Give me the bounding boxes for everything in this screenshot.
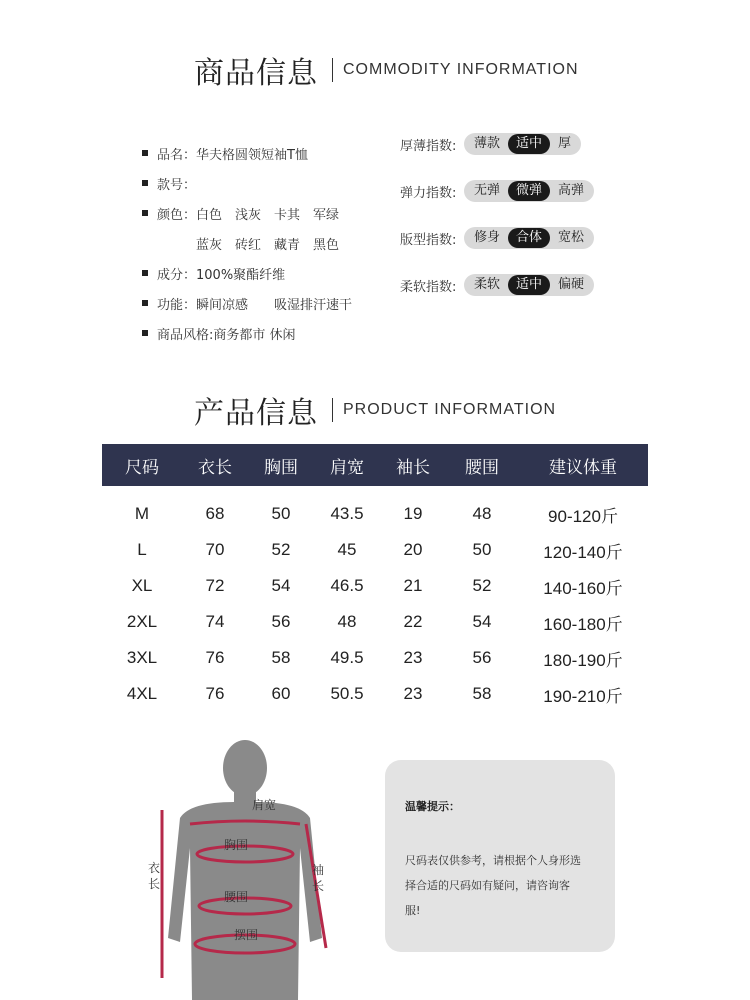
detail-style: 商品风格: 商务都市 休闲 (142, 318, 402, 348)
fabric-index-panel (400, 132, 594, 320)
pill-option-selected: 微弹 (508, 181, 550, 201)
index-softness: 柔软指数: 柔软 适中 偏硬 (400, 273, 594, 297)
header-waist: 腰围 (446, 444, 518, 486)
thickness-selector (464, 133, 581, 155)
index-fit: 版型指数: 修身 合体 宽松 (400, 226, 594, 250)
bullet-icon (142, 330, 148, 336)
tip-text: 尺码表仅供参考，请根据个人身形选择合适的尺码如有疑问，请咨询客服! (405, 854, 581, 917)
product-title-zh: 产品信息 (194, 396, 318, 431)
label-length: 衣长 (148, 861, 161, 891)
commodity-details (142, 138, 402, 348)
header-size: 尺码 (102, 444, 182, 486)
label-hem: 摆围 (234, 928, 259, 942)
pill-option-selected: 合体 (508, 228, 550, 248)
label-sleeve: 袖长 (312, 863, 325, 893)
bullet-icon (142, 210, 148, 216)
table-row: 3XL 76 58 49.5 23 56 180-190斤 (126, 648, 623, 670)
detail-composition: 成分： 100%聚酯纤维 (142, 258, 402, 288)
bullet-icon (142, 300, 148, 306)
table-row: 2XL 74 56 48 22 54 160-180斤 (126, 612, 623, 634)
bullet-icon (142, 180, 148, 186)
pill-option: 厚 (558, 136, 572, 151)
pill-option-selected: 适中 (508, 275, 550, 295)
table-row: L 70 52 45 20 50 120-140斤 (137, 540, 623, 562)
label-shoulder: 肩宽 (252, 798, 277, 812)
index-elasticity: 弹力指数: 无弹 微弹 高弹 (400, 179, 594, 203)
index-thickness: 厚薄指数: 薄款 适中 厚 (400, 132, 594, 156)
label-chest: 胸围 (224, 838, 249, 852)
bullet-icon (142, 270, 148, 276)
header-length: 衣长 (182, 444, 248, 486)
elasticity-selector (464, 180, 594, 202)
pill-option: 偏硬 (558, 277, 585, 292)
product-section-title (194, 388, 556, 432)
table-row: M 68 50 43.5 19 48 90-120斤 (134, 504, 618, 526)
pill-option: 宽松 (558, 230, 585, 245)
detail-color-continued: 蓝灰 砖红 藏青 黑色 (157, 237, 340, 253)
pill-option: 高弹 (558, 183, 585, 198)
title-divider (332, 398, 333, 422)
pill-option: 修身 (474, 230, 501, 245)
softness-selector (464, 274, 594, 296)
tip-title: 温馨提示： (405, 800, 460, 813)
pill-option: 无弹 (474, 183, 501, 198)
detail-name: 品名： 华夫格圆领短袖T恤 (142, 138, 402, 168)
product-title-en: PRODUCT INFORMATION (343, 401, 557, 418)
fit-selector (464, 227, 594, 249)
detail-function: 功能： 瞬间凉感 吸湿排汗速干 (142, 288, 402, 318)
pill-option: 薄款 (474, 136, 501, 151)
header-sleeve: 袖长 (380, 444, 446, 486)
table-row: XL 72 54 46.5 21 52 140-160斤 (131, 576, 623, 598)
commodity-title-en: COMMODITY INFORMATION (343, 61, 579, 78)
tip-box (385, 760, 615, 952)
commodity-section-title (194, 48, 579, 92)
table-row: 4XL 76 60 50.5 23 58 190-210斤 (126, 684, 623, 706)
size-table-header (102, 444, 648, 486)
header-weight: 建议体重 (518, 444, 648, 486)
detail-style-no: 款号： (142, 168, 402, 198)
header-shoulder: 肩宽 (314, 444, 380, 486)
commodity-title-zh: 商品信息 (194, 56, 318, 91)
title-divider (332, 58, 333, 82)
pill-option: 柔软 (474, 277, 501, 292)
pill-option-selected: 适中 (508, 134, 550, 154)
label-waist: 腰围 (224, 890, 249, 904)
size-table (102, 444, 648, 712)
body-measurement-figure (140, 738, 350, 1000)
bullet-icon (142, 150, 148, 156)
header-chest: 胸围 (248, 444, 314, 486)
detail-color: 颜色： 白色 浅灰 卡其 军绿 (142, 198, 402, 228)
